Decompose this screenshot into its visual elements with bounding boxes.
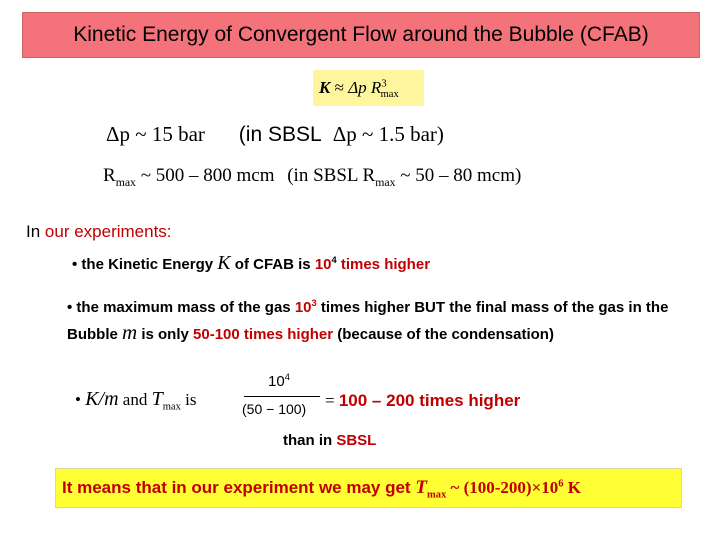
- radius-range: ~ 500 – 800 mcm: [135, 165, 275, 186]
- bullet2-post: (because of the condensation): [333, 326, 554, 343]
- sbsl-pressure-value: Δp ~ 1.5 bar): [332, 122, 444, 146]
- conclusion-box: [55, 468, 682, 508]
- formula-k: K: [319, 78, 331, 97]
- conclusion-t-sub: max: [426, 489, 447, 501]
- bullet1-k: K: [217, 252, 231, 274]
- bullet2-sup: 3: [311, 298, 317, 308]
- sbsl-pressure-prefix: (in SBSL: [238, 123, 321, 146]
- bullet3-t-sub: max: [162, 401, 181, 413]
- experiments-prefix: In: [26, 222, 45, 241]
- experiments-heading: [26, 222, 172, 242]
- bullet3-t: T: [151, 388, 163, 410]
- fraction-numerator-sup: 4: [284, 372, 290, 382]
- conclusion-value: ~ (100-200)×10: [446, 478, 559, 497]
- title-banner: [22, 12, 700, 58]
- bullet3-is: is: [180, 390, 197, 409]
- formula-approx: ≈: [334, 78, 344, 97]
- fraction-bar: [244, 396, 320, 397]
- result-eq: =: [325, 391, 339, 410]
- fraction-numerator-base: 10: [268, 373, 285, 390]
- bullet2-range: 50-100 times higher: [193, 326, 334, 343]
- ratio-fraction: [240, 373, 324, 423]
- bullet-gas-mass: [67, 296, 687, 347]
- bullet1-mid: of CFAB is: [230, 256, 315, 273]
- sbsl-radius-sub: max: [375, 175, 396, 189]
- result-value: 100 – 200 times higher: [338, 391, 521, 410]
- conclusion-text: [62, 477, 581, 499]
- bullet3-pre: •: [75, 390, 86, 409]
- ratio-result: [325, 391, 520, 411]
- bullet2-mid: times higher BUT the final mass of the gas in the Bubble: [67, 299, 669, 343]
- sbsl-radius-range: ~ 50 – 80 mcm): [395, 165, 522, 186]
- formula-r: R: [370, 78, 382, 97]
- bullet1-post: times higher: [336, 256, 431, 273]
- than-in-sbsl: [283, 432, 376, 449]
- bullet1-sup: 4: [331, 255, 337, 265]
- fraction-denominator: (50 − 100): [242, 401, 307, 417]
- bullet3-and: and: [118, 390, 152, 409]
- pressure-row: [106, 122, 444, 147]
- bullet1-value: 10: [314, 256, 332, 273]
- conclusion-t: T: [415, 477, 427, 498]
- bullet-kinetic-energy: [72, 252, 430, 275]
- kinetic-energy-formula: [319, 78, 399, 101]
- bullet3-km: K/m: [85, 388, 119, 410]
- conclusion-unit: K: [563, 478, 582, 497]
- radius-row: [103, 165, 521, 187]
- formula-dp: Δp: [348, 78, 367, 97]
- pressure-value: Δp ~ 15 bar: [106, 122, 205, 146]
- bullet2-is: is only: [137, 326, 194, 343]
- page-title: Kinetic Energy of Convergent Flow around the Bubble (CFAB): [73, 23, 649, 46]
- radius-sub: max: [115, 175, 136, 189]
- formula-box: [313, 70, 424, 106]
- conclusion-sup: 6: [558, 478, 564, 490]
- than-pre: than in: [283, 432, 337, 449]
- bullet2-value: 10: [294, 299, 312, 316]
- conclusion-lead: It means that in our experiment we may get: [62, 478, 416, 497]
- fraction-numerator: [268, 373, 290, 390]
- bullet-km-tmax: [75, 388, 196, 411]
- bullet1-pre: • the Kinetic Energy: [72, 256, 218, 273]
- radius-symbol: R: [103, 165, 116, 186]
- experiments-highlight: our experiments:: [44, 222, 172, 241]
- bullet2-pre: • the maximum mass of the gas: [67, 299, 295, 316]
- formula-r-sub: max: [380, 89, 399, 101]
- bullet2-m: m: [122, 320, 138, 344]
- formula-r-sup: 3: [381, 78, 387, 90]
- than-sbsl: SBSL: [336, 432, 377, 449]
- sbsl-radius-prefix: (in SBSL R: [287, 165, 376, 186]
